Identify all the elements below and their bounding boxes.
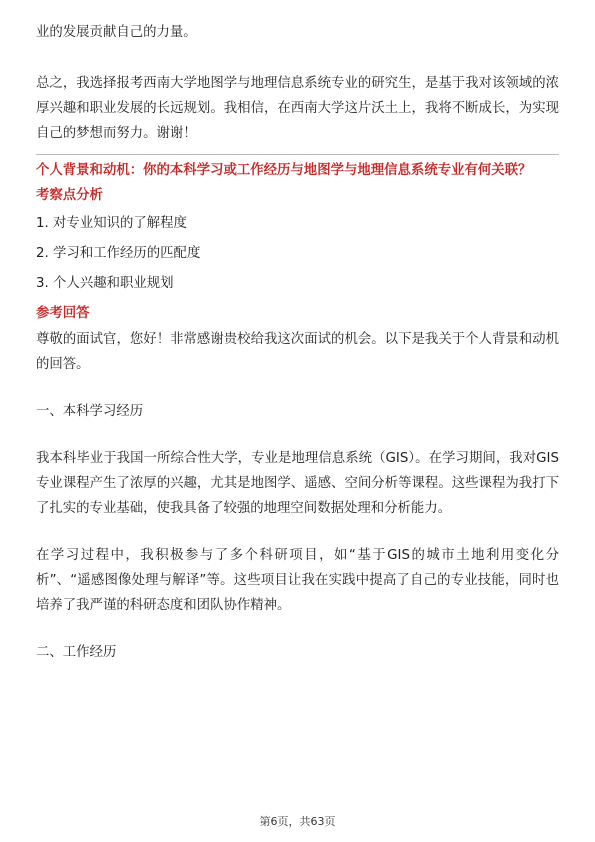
undergrad-paragraph-2: 在学习过程中，我积极参与了多个科研项目，如“基于GIS的城市土地利用变化分析”、“遥感图像处理与解译”等。这些项目让我在实践中提高了自己的专业技能，同时也培养了我严谨的科研态度和团队协作精神。 [36, 548, 559, 613]
section-divider [36, 154, 559, 155]
answer-label: 参考回答 [36, 306, 90, 321]
list-item: 1. 对专业知识的了解程度 [36, 216, 187, 231]
previous-paragraph-tail: 业的发展贡献自己的力量。 [36, 25, 197, 40]
undergrad-paragraph-1: 我本科毕业于我国一所综合性大学，专业是地理信息系统（GIS）。在学习期间，我对GIS专业课程产生了浓厚的兴趣，尤其是地图学、遥感、空间分析等课程。这些课程为我打下了扎实的专业基础，使我具备了较强的地理空间数据处理和分析能力。 [36, 451, 559, 516]
section-heading-undergrad: 一、本科学习经历 [36, 404, 144, 419]
answer-intro-paragraph: 尊敬的面试官，您好！非常感谢贵校给我这次面试的机会。以下是我关于个人背景和动机的回答。 [36, 332, 559, 372]
question-title: 个人背景和动机：你的本科学习或工作经历与地图学与地理信息系统专业有何关联？ [36, 163, 532, 178]
analysis-label: 考察点分析 [36, 188, 103, 203]
list-item: 2. 学习和工作经历的匹配度 [36, 246, 201, 261]
document-page [36, 20, 559, 665]
analysis-list [36, 209, 559, 299]
page-number: 第6页，共63页 [259, 815, 336, 828]
conclusion-paragraph: 总之，我选择报考西南大学地图学与地理信息系统专业的研究生，是基于我对该领域的浓厚兴趣和职业发展的长远规划。我相信，在西南大学这片沃土上，我将不断成长，为实现自己的梦想而努力。谢谢！ [36, 76, 559, 141]
section-heading-work: 二、工作经历 [36, 645, 117, 660]
list-item: 3. 个人兴趣和职业规划 [36, 276, 174, 291]
